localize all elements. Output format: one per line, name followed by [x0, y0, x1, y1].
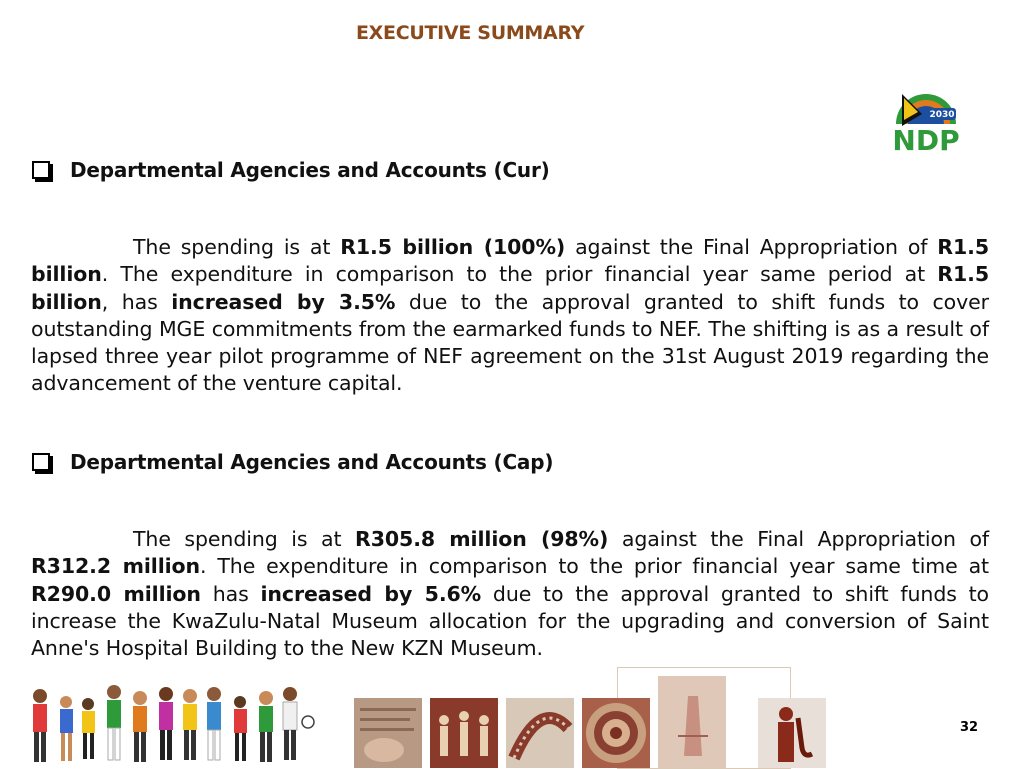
section-1-paragraph: The spending is at R1.5 billion (100%) against the Final Appropriation of R1.5 billion. The expenditure in comparison to the prior financial year same period at R1.5 billion, has increased by 3.5% due to the approval granted to shift funds to cover outstanding MGE commitments from the earmarked funds to NEF. The shifting is as a result of lapsed three year pilot programme of NEF agreement on the 31st August 2019 regarding the advancement of the venture capital. [31, 235, 990, 396]
page-title: EXECUTIVE SUMMARY [356, 22, 585, 44]
svg-text:NDP: NDP [892, 124, 960, 154]
svg-text:2030: 2030 [929, 110, 955, 120]
section-1-heading: Departmental Agencies and Accounts (Cur) [70, 158, 550, 182]
section-2-heading-row [32, 450, 553, 474]
dancers-image [430, 698, 498, 768]
ndp-2030-logo [888, 84, 964, 154]
section-1-heading-row [32, 158, 550, 182]
film-reel-image [506, 698, 574, 768]
section-2-heading: Departmental Agencies and Accounts (Cap) [70, 450, 554, 474]
saxophone-player-image [758, 698, 826, 768]
page-number: 32 [960, 720, 979, 735]
checkbox-bullet-icon [32, 161, 50, 179]
ballet-shoe-image [658, 676, 726, 768]
basket-weave-image [582, 698, 650, 768]
checkbox-bullet-icon [32, 453, 50, 471]
handwriting-image [354, 698, 422, 768]
children-sports-image [22, 674, 322, 766]
section-2-paragraph: The spending is at R305.8 million (98%) against the Final Appropriation of R312.2 million. The expenditure in comparison to the prior financial year same time at R290.0 million has increased by 5.6% due to the approval granted to shift funds to increase the KwaZulu-Natal Museum allocation for the upgrading and conversion of Saint Anne's Hospital Building to the New KZN Museum. [31, 527, 990, 661]
